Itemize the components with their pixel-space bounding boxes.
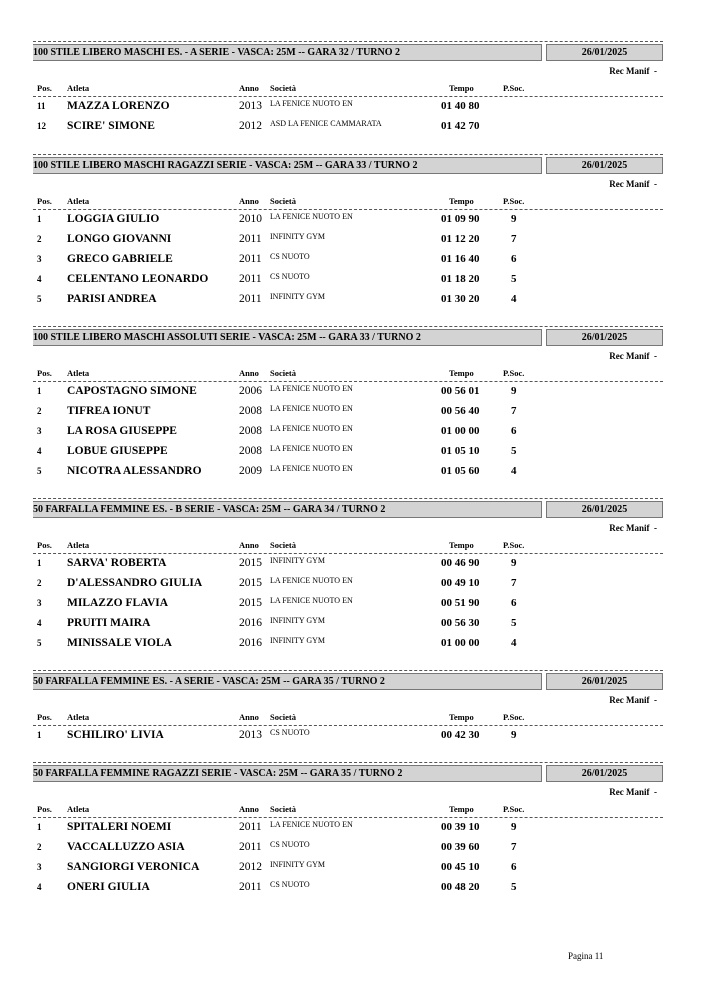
result-pos: 2 (37, 842, 42, 852)
result-pos: 2 (37, 578, 42, 588)
birth-year: 2015 (239, 597, 262, 609)
divider (33, 498, 663, 499)
club-points: 9 (511, 557, 517, 569)
divider (33, 326, 663, 327)
race-time: 01 05 60 (441, 465, 480, 477)
club-name: INFINITY GYM (270, 232, 326, 241)
race-time: 01 00 00 (441, 425, 480, 437)
result-pos: 1 (37, 214, 42, 224)
result-pos: 1 (37, 730, 42, 740)
athlete-name: VACCALLUZZO ASIA (67, 841, 185, 853)
club-points: 6 (511, 597, 517, 609)
result-row (33, 820, 663, 838)
divider (33, 209, 663, 210)
athlete-name: LA ROSA GIUSEPPE (67, 425, 177, 437)
race-time: 01 16 40 (441, 253, 480, 265)
result-pos: 3 (37, 862, 42, 872)
race-time: 01 18 20 (441, 273, 480, 285)
divider (33, 762, 663, 763)
race-time: 01 05 10 (441, 445, 480, 457)
club-points: 7 (511, 577, 517, 589)
race-time: 00 42 30 (441, 729, 480, 741)
athlete-name: SANGIORGI VERONICA (67, 861, 200, 873)
club-name: ASD LA FENICE CAMMARATA (270, 119, 382, 128)
birth-year: 2011 (239, 253, 262, 265)
club-name: LA FENICE NUOTO EN (270, 424, 353, 433)
result-pos: 2 (37, 406, 42, 416)
club-name: INFINITY GYM (270, 860, 326, 869)
athlete-name: PRUITI MAIRA (67, 617, 151, 629)
rec-value: - (654, 179, 657, 189)
column-headers (33, 804, 663, 816)
club-name: LA FENICE NUOTO EN (270, 596, 353, 605)
header-pos: Pos. (37, 196, 52, 206)
result-row (33, 860, 663, 878)
divider (33, 725, 663, 726)
divider (33, 381, 663, 382)
birth-year: 2011 (239, 233, 262, 245)
club-name: CS NUOTO (270, 728, 310, 737)
club-points: 7 (511, 841, 517, 853)
race-time: 00 45 10 (441, 861, 480, 873)
header-athlete: Atleta (67, 804, 90, 814)
birth-year: 2012 (239, 861, 262, 873)
column-headers (33, 368, 663, 380)
club-name: INFINITY GYM (270, 636, 326, 645)
race-time: 01 42 70 (441, 120, 480, 132)
rec-manif-label (609, 523, 657, 533)
birth-year: 2008 (239, 405, 262, 417)
athlete-name: LOBUE GIUSEPPE (67, 445, 168, 457)
birth-year: 2006 (239, 385, 262, 397)
header-time: Tempo (449, 804, 474, 814)
header-athlete: Atleta (67, 712, 90, 722)
race-time: 01 12 20 (441, 233, 480, 245)
event-date: 26/01/2025 (546, 673, 663, 690)
race-time: 00 56 01 (441, 385, 480, 397)
race-time: 01 00 00 (441, 637, 480, 649)
club-points: 5 (511, 273, 517, 285)
result-pos: 12 (37, 121, 46, 131)
divider (33, 817, 663, 818)
result-pos: 5 (37, 638, 42, 648)
club-name: INFINITY GYM (270, 556, 326, 565)
rec-manif-label (609, 179, 657, 189)
event-date: 26/01/2025 (546, 329, 663, 346)
result-pos: 11 (37, 101, 46, 111)
rec-label: Rec Manif (609, 351, 650, 361)
result-row (33, 99, 663, 117)
header-year: Anno (239, 540, 259, 550)
result-row (33, 616, 663, 634)
athlete-name: SCHILIRO' LIVIA (67, 729, 164, 741)
header-psoc: P.Soc. (503, 368, 525, 378)
header-year: Anno (239, 196, 259, 206)
birth-year: 2015 (239, 577, 262, 589)
result-row (33, 464, 663, 482)
event-date: 26/01/2025 (546, 44, 663, 61)
club-name: LA FENICE NUOTO EN (270, 384, 353, 393)
result-pos: 5 (37, 294, 42, 304)
result-pos: 4 (37, 618, 42, 628)
athlete-name: LONGO GIOVANNI (67, 233, 172, 245)
race-time: 00 56 30 (441, 617, 480, 629)
header-year: Anno (239, 712, 259, 722)
race-time: 00 51 90 (441, 597, 480, 609)
header-athlete: Atleta (67, 83, 90, 93)
club-points: 4 (511, 637, 517, 649)
race-time: 00 39 10 (441, 821, 480, 833)
race-time: 00 49 10 (441, 577, 480, 589)
birth-year: 2011 (239, 881, 262, 893)
birth-year: 2009 (239, 465, 262, 477)
rec-manif-label (609, 787, 657, 797)
result-row (33, 384, 663, 402)
header-club: Società (270, 368, 296, 378)
result-pos: 3 (37, 426, 42, 436)
club-points: 9 (511, 385, 517, 397)
birth-year: 2008 (239, 445, 262, 457)
club-points: 6 (511, 253, 517, 265)
club-points: 6 (511, 425, 517, 437)
rec-value: - (654, 351, 657, 361)
athlete-name: D'ALESSANDRO GIULIA (67, 577, 203, 589)
birth-year: 2011 (239, 821, 262, 833)
race-time: 00 48 20 (441, 881, 480, 893)
result-row (33, 556, 663, 574)
birth-year: 2013 (239, 100, 262, 112)
athlete-name: LOGGIA GIULIO (67, 213, 160, 225)
header-club: Società (270, 196, 296, 206)
divider (33, 154, 663, 155)
header-time: Tempo (449, 196, 474, 206)
result-pos: 4 (37, 446, 42, 456)
rec-value: - (654, 523, 657, 533)
race-time: 00 56 40 (441, 405, 480, 417)
header-athlete: Atleta (67, 540, 90, 550)
birth-year: 2008 (239, 425, 262, 437)
athlete-name: CAPOSTAGNO SIMONE (67, 385, 197, 397)
club-name: CS NUOTO (270, 840, 310, 849)
athlete-name: MAZZA LORENZO (67, 100, 170, 112)
club-points: 4 (511, 465, 517, 477)
divider (33, 41, 663, 42)
header-pos: Pos. (37, 83, 52, 93)
club-points: 9 (511, 821, 517, 833)
birth-year: 2011 (239, 273, 262, 285)
column-headers (33, 83, 663, 95)
athlete-name: ONERI GIULIA (67, 881, 150, 893)
result-pos: 2 (37, 234, 42, 244)
club-name: CS NUOTO (270, 880, 310, 889)
result-pos: 3 (37, 254, 42, 264)
result-row (33, 880, 663, 898)
header-athlete: Atleta (67, 368, 90, 378)
result-row (33, 252, 663, 270)
race-time: 01 40 80 (441, 100, 480, 112)
header-psoc: P.Soc. (503, 196, 525, 206)
header-pos: Pos. (37, 712, 52, 722)
club-name: CS NUOTO (270, 272, 310, 281)
rec-value: - (654, 695, 657, 705)
club-points: 9 (511, 729, 517, 741)
column-headers (33, 196, 663, 208)
header-club: Società (270, 712, 296, 722)
club-name: LA FENICE NUOTO EN (270, 464, 353, 473)
birth-year: 2016 (239, 637, 262, 649)
event-title: 100 STILE LIBERO MASCHI RAGAZZI SERIE - VASCA: 25M -- GARA 33 / TURNO 2 (33, 157, 542, 174)
header-club: Società (270, 540, 296, 550)
header-year: Anno (239, 368, 259, 378)
result-pos: 4 (37, 274, 42, 284)
header-time: Tempo (449, 712, 474, 722)
event-title: 50 FARFALLA FEMMINE ES. - A SERIE - VASCA: 25M -- GARA 35 / TURNO 2 (33, 673, 542, 690)
birth-year: 2011 (239, 841, 262, 853)
birth-year: 2011 (239, 293, 262, 305)
club-points: 5 (511, 617, 517, 629)
race-time: 00 46 90 (441, 557, 480, 569)
event-title: 100 STILE LIBERO MASCHI ASSOLUTI SERIE - VASCA: 25M -- GARA 33 / TURNO 2 (33, 329, 542, 346)
athlete-name: SPITALERI NOEMI (67, 821, 172, 833)
club-name: LA FENICE NUOTO EN (270, 212, 353, 221)
club-points: 5 (511, 445, 517, 457)
athlete-name: SARVA' ROBERTA (67, 557, 167, 569)
rec-label: Rec Manif (609, 66, 650, 76)
club-points: 9 (511, 213, 517, 225)
header-psoc: P.Soc. (503, 804, 525, 814)
rec-label: Rec Manif (609, 695, 650, 705)
club-points: 7 (511, 405, 517, 417)
result-pos: 5 (37, 466, 42, 476)
result-pos: 3 (37, 598, 42, 608)
birth-year: 2010 (239, 213, 262, 225)
divider (33, 96, 663, 97)
result-pos: 4 (37, 882, 42, 892)
birth-year: 2013 (239, 729, 262, 741)
result-row (33, 119, 663, 137)
rec-value: - (654, 787, 657, 797)
divider (33, 553, 663, 554)
birth-year: 2016 (239, 617, 262, 629)
result-row (33, 596, 663, 614)
rec-value: - (654, 66, 657, 76)
header-year: Anno (239, 83, 259, 93)
athlete-name: NICOTRA ALESSANDRO (67, 465, 202, 477)
club-name: INFINITY GYM (270, 292, 326, 301)
event-date: 26/01/2025 (546, 157, 663, 174)
athlete-name: MINISSALE VIOLA (67, 637, 172, 649)
race-time: 01 09 90 (441, 213, 480, 225)
event-title: 50 FARFALLA FEMMINE ES. - B SERIE - VASCA: 25M -- GARA 34 / TURNO 2 (33, 501, 542, 518)
header-time: Tempo (449, 83, 474, 93)
event-title: 100 STILE LIBERO MASCHI ES. - A SERIE - VASCA: 25M -- GARA 32 / TURNO 2 (33, 44, 542, 61)
header-time: Tempo (449, 368, 474, 378)
rec-manif-label (609, 695, 657, 705)
club-name: CS NUOTO (270, 252, 310, 261)
birth-year: 2015 (239, 557, 262, 569)
club-name: LA FENICE NUOTO EN (270, 444, 353, 453)
result-row (33, 292, 663, 310)
club-points: 5 (511, 881, 517, 893)
event-date: 26/01/2025 (546, 501, 663, 518)
result-row (33, 444, 663, 462)
athlete-name: TIFREA IONUT (67, 405, 151, 417)
result-row (33, 212, 663, 230)
header-time: Tempo (449, 540, 474, 550)
header-psoc: P.Soc. (503, 712, 525, 722)
result-pos: 1 (37, 386, 42, 396)
rec-manif-label (609, 66, 657, 76)
athlete-name: GRECO GABRIELE (67, 253, 173, 265)
header-athlete: Atleta (67, 196, 90, 206)
header-club: Società (270, 83, 296, 93)
club-name: LA FENICE NUOTO EN (270, 820, 353, 829)
result-row (33, 728, 663, 746)
result-pos: 1 (37, 558, 42, 568)
club-points: 7 (511, 233, 517, 245)
rec-label: Rec Manif (609, 523, 650, 533)
header-psoc: P.Soc. (503, 83, 525, 93)
club-name: LA FENICE NUOTO EN (270, 576, 353, 585)
header-psoc: P.Soc. (503, 540, 525, 550)
athlete-name: SCIRE' SIMONE (67, 120, 155, 132)
athlete-name: MILAZZO FLAVIA (67, 597, 169, 609)
result-row (33, 636, 663, 654)
result-row (33, 424, 663, 442)
result-row (33, 576, 663, 594)
athlete-name: CELENTANO LEONARDO (67, 273, 209, 285)
rec-label: Rec Manif (609, 179, 650, 189)
club-name: LA FENICE NUOTO EN (270, 404, 353, 413)
result-row (33, 840, 663, 858)
column-headers (33, 712, 663, 724)
header-pos: Pos. (37, 540, 52, 550)
page-number: Pagina 11 (568, 951, 604, 961)
result-row (33, 404, 663, 422)
event-date: 26/01/2025 (546, 765, 663, 782)
header-club: Società (270, 804, 296, 814)
header-year: Anno (239, 804, 259, 814)
club-name: INFINITY GYM (270, 616, 326, 625)
race-time: 00 39 60 (441, 841, 480, 853)
club-points: 6 (511, 861, 517, 873)
birth-year: 2012 (239, 120, 262, 132)
column-headers (33, 540, 663, 552)
athlete-name: PARISI ANDREA (67, 293, 157, 305)
header-pos: Pos. (37, 368, 52, 378)
club-name: LA FENICE NUOTO EN (270, 99, 353, 108)
result-row (33, 272, 663, 290)
result-row (33, 232, 663, 250)
race-time: 01 30 20 (441, 293, 480, 305)
divider (33, 670, 663, 671)
header-pos: Pos. (37, 804, 52, 814)
rec-label: Rec Manif (609, 787, 650, 797)
rec-manif-label (609, 351, 657, 361)
club-points: 4 (511, 293, 517, 305)
result-pos: 1 (37, 822, 42, 832)
event-title: 50 FARFALLA FEMMINE RAGAZZI SERIE - VASCA: 25M -- GARA 35 / TURNO 2 (33, 765, 542, 782)
